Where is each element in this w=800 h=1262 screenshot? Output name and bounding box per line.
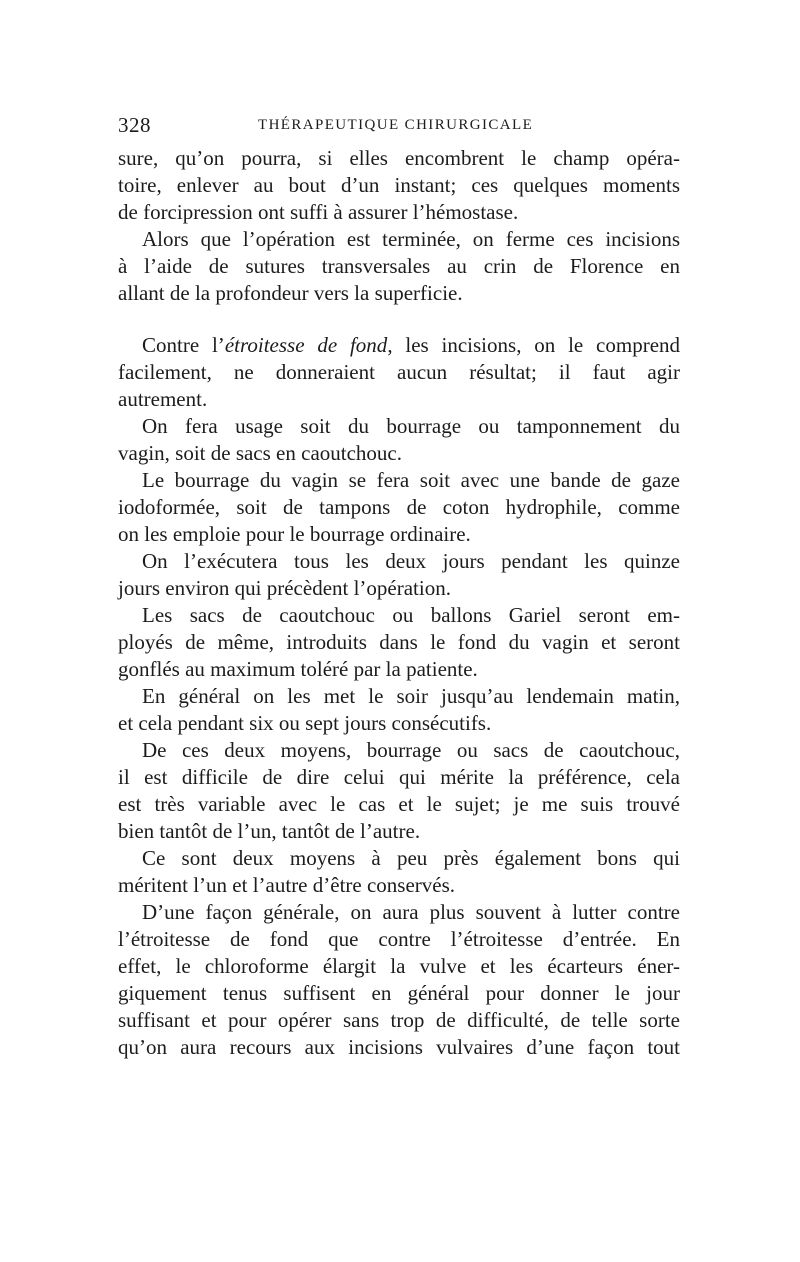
text-line: et cela pendant six ou sept jours consécutifs. (118, 711, 492, 735)
text-run: , les incisions, on le comprend (387, 333, 681, 357)
text-line: Le bourrage du vagin se fera soit avec une bande de gaze (142, 468, 680, 492)
page-header (118, 113, 680, 143)
text-line: iodoformée, soit de tampons de coton hydrophile, comme (118, 495, 680, 519)
paragraph (118, 413, 680, 467)
text-line: suffisant et pour opérer sans trop de difficulté, de telle sorte (118, 1008, 680, 1032)
text-line: toire, enlever au bout d’un instant; ces quelques moments (118, 173, 680, 197)
page-number: 328 (118, 113, 151, 137)
text-line: allant de la profondeur vers la superficie. (118, 281, 463, 305)
text-line: de forcipression ont suffi à assurer l’hémostase. (118, 200, 519, 224)
text-run: Contre l’ (142, 333, 225, 357)
page-body (118, 145, 680, 1061)
paragraph (118, 548, 680, 602)
paragraph (118, 845, 680, 899)
text-line: il est difficile de dire celui qui mérite la préférence, cela (118, 765, 680, 789)
text-line (118, 332, 680, 359)
text-line: On l’exécutera tous les deux jours pendant les quinze (142, 549, 680, 573)
text-line: Alors que l’opération est terminée, on ferme ces incisions (142, 227, 680, 251)
text-line: On fera usage soit du bourrage ou tamponnement du (142, 414, 680, 438)
text-line: vagin, soit de sacs en caoutchouc. (118, 441, 402, 465)
text-line: D’une façon générale, on aura plus souvent à lutter contre (142, 900, 680, 924)
text-line: sure, qu’on pourra, si elles encombrent le champ opéra- (118, 146, 680, 170)
text-line: à l’aide de sutures transversales au crin de Florence en (118, 254, 680, 278)
paragraph (118, 683, 680, 737)
text-line: effet, le chloroforme élargit la vulve et les écarteurs éner- (118, 954, 680, 978)
text-line: facilement, ne donneraient aucun résultat; il faut agir (118, 360, 680, 384)
paragraph (118, 467, 680, 548)
paragraph (118, 602, 680, 683)
text-line: est très variable avec le cas et le sujet; je me suis trouvé (118, 792, 680, 816)
text-line: De ces deux moyens, bourrage ou sacs de caoutchouc, (142, 738, 680, 762)
paragraph (118, 226, 680, 307)
paragraph (118, 899, 680, 1061)
text-line: l’étroitesse de fond que contre l’étroitesse d’entrée. En (118, 927, 680, 951)
text-line: Les sacs de caoutchouc ou ballons Gariel seront em- (142, 603, 680, 627)
text-line: qu’on aura recours aux incisions vulvaires d’une façon tout (118, 1035, 680, 1059)
text-line: gonflés au maximum toléré par la patiente. (118, 657, 478, 681)
text-line: ployés de même, introduits dans le fond du vagin et seront (118, 630, 680, 654)
text-line: Ce sont deux moyens à peu près également bons qui (142, 846, 680, 870)
section-break (118, 307, 680, 332)
paragraph (118, 145, 680, 226)
text-line: on les emploie pour le bourrage ordinaire. (118, 522, 471, 546)
text-line: jours environ qui précèdent l’opération. (118, 576, 451, 600)
text-line: giquement tenus suffisent en général pour donner le jour (118, 981, 680, 1005)
paragraph (118, 737, 680, 845)
text-line: autrement. (118, 387, 208, 411)
emphasis-text: étroitesse de fond (224, 333, 388, 357)
text-line: bien tantôt de l’un, tantôt de l’autre. (118, 819, 421, 843)
paragraph (118, 332, 680, 413)
text-line: En général on les met le soir jusqu’au lendemain matin, (142, 684, 680, 708)
running-title: THÉRAPEUTIQUE CHIRURGICALE (258, 117, 534, 133)
text-line: méritent l’un et l’autre d’être conservés. (118, 873, 456, 897)
